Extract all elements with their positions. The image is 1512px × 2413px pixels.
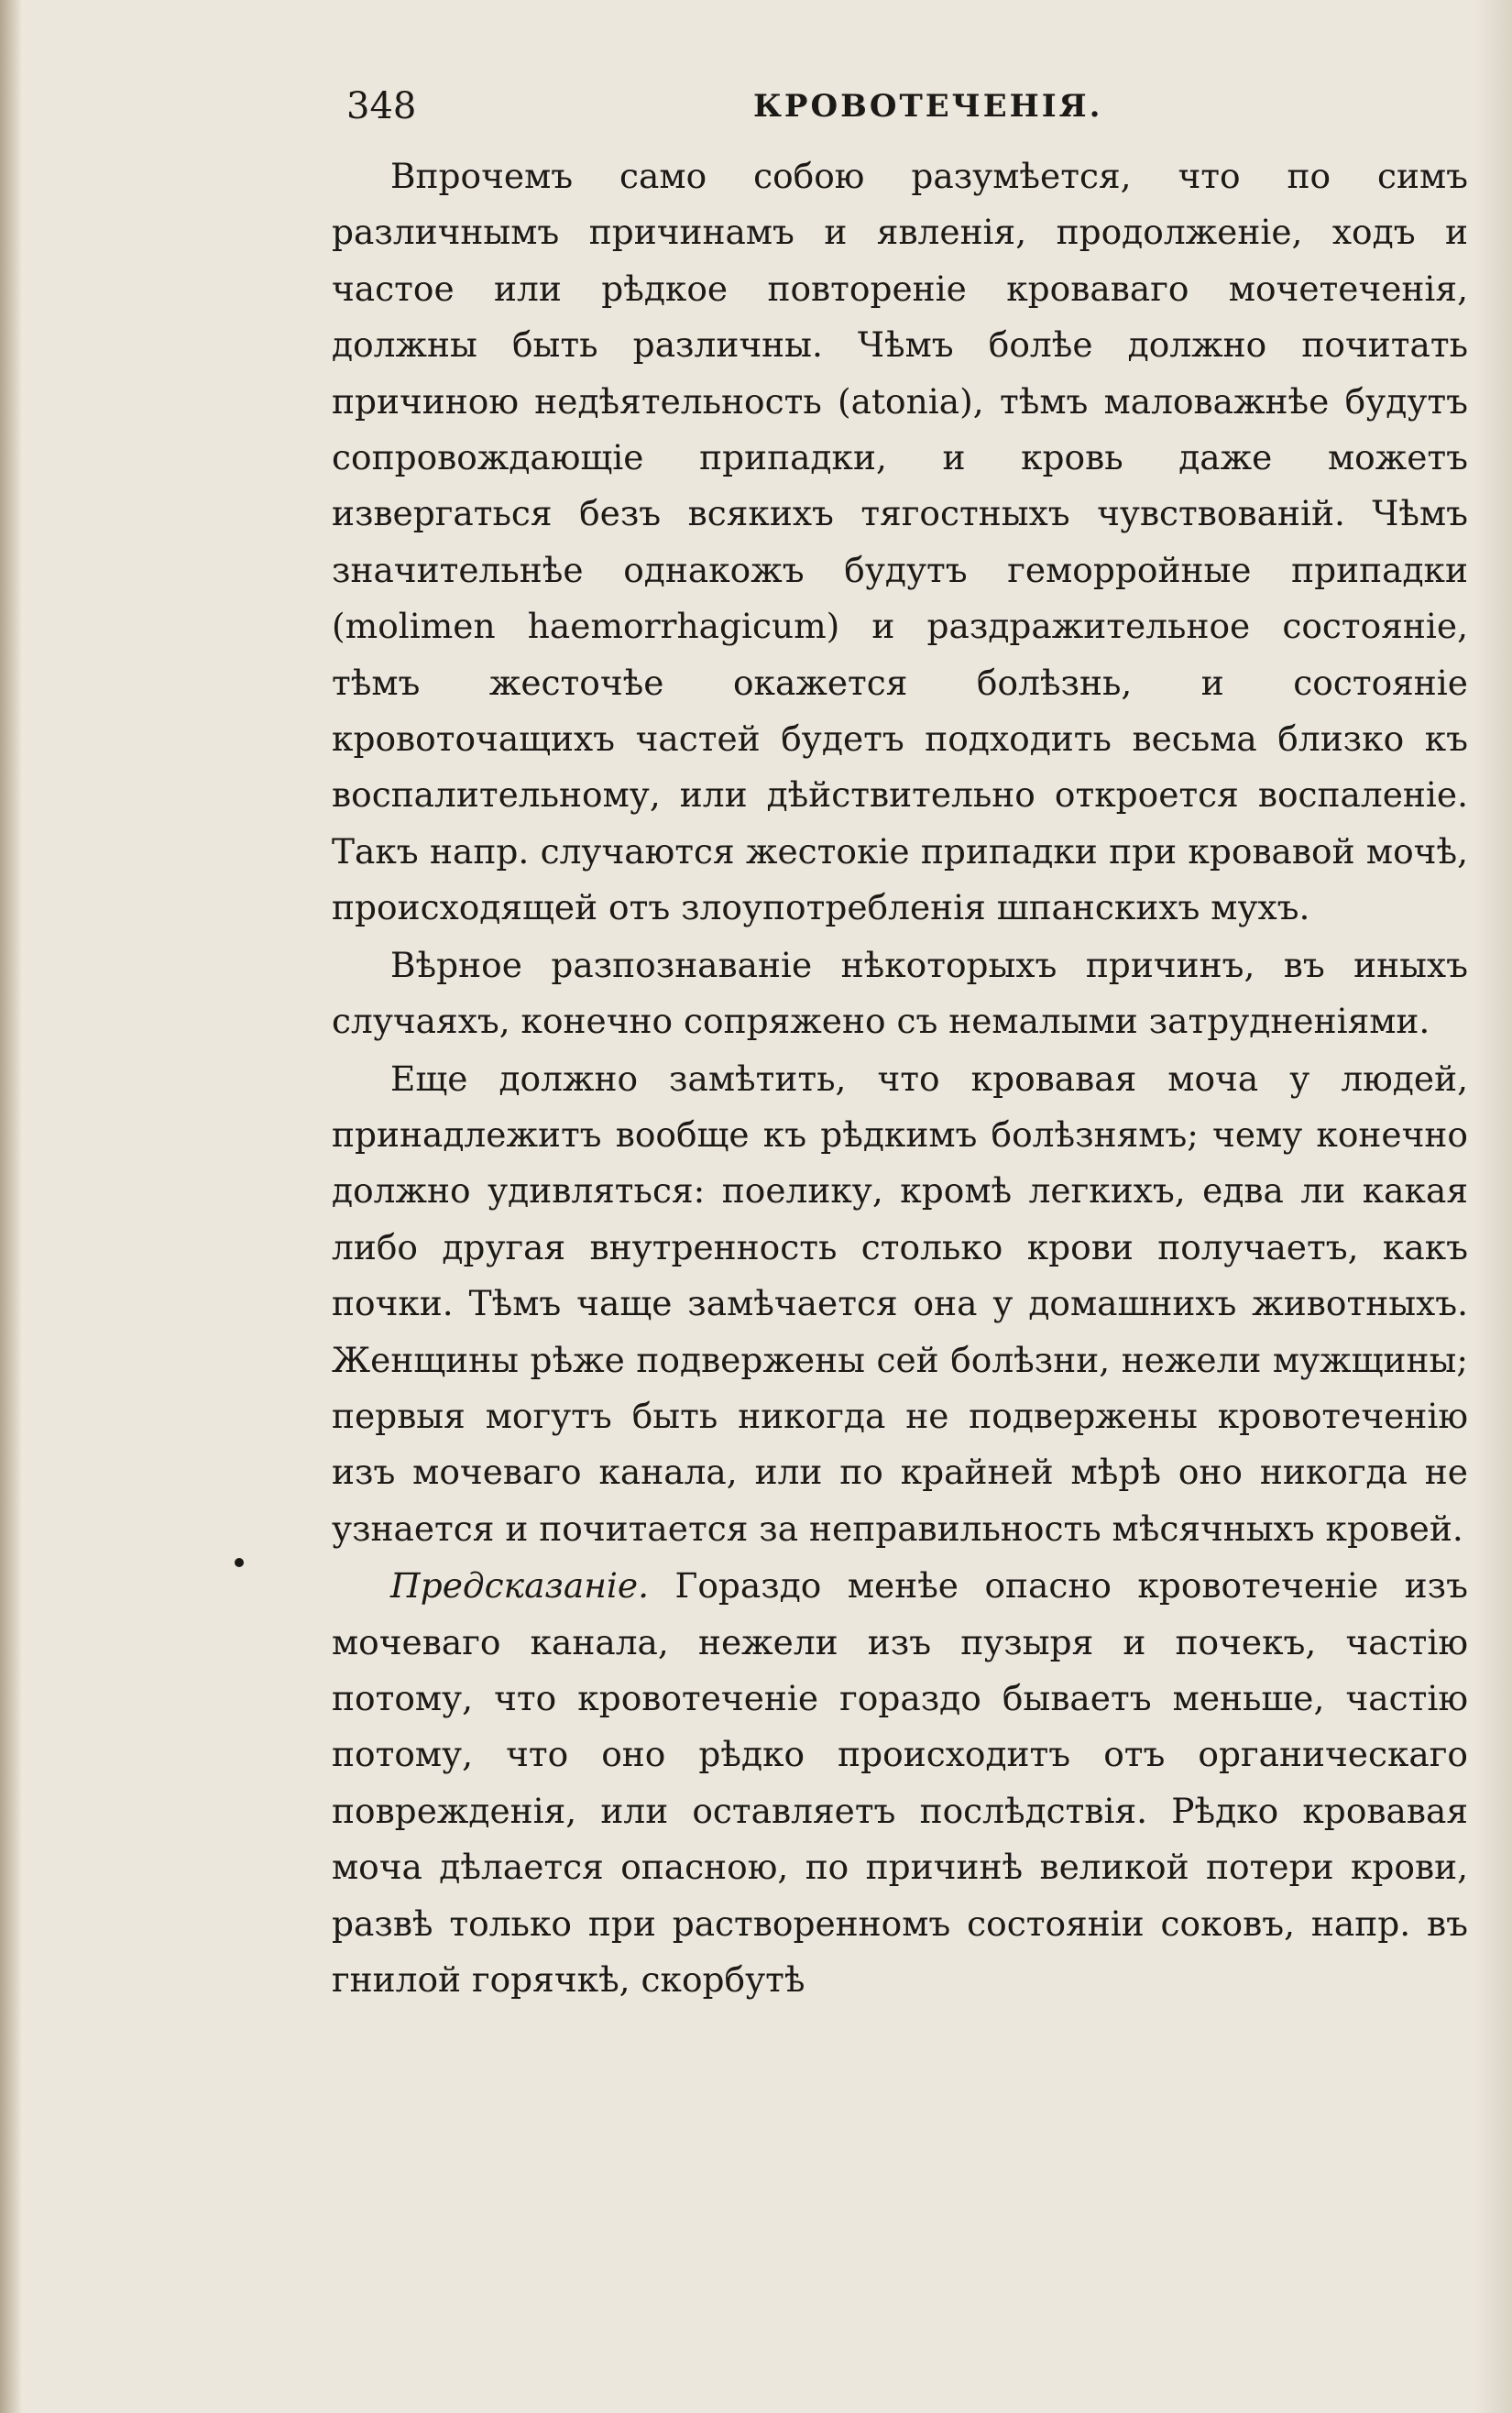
running-head	[332, 85, 1468, 127]
page-edge-shadow	[0, 0, 22, 2413]
paragraph-1	[332, 148, 1468, 937]
page-right-shade	[1475, 0, 1512, 2413]
page-number: 348	[346, 85, 417, 127]
paragraph-text: Впрочемъ само собою разумѣется, что по симъ различнымъ причинамъ и явленія, продолженіе, ходъ и частое или рѣдкое повтореніе кроваваго мочетеченія, должны быть различны. Чѣмъ болѣе должно почитать причиною недѣятельность (atonia), тѣмъ маловажнѣе будутъ сопровождающіе припадки, и кровь даже можетъ извергаться безъ всякихъ тягостныхъ чувствованій. Чѣмъ значительнѣе однакожъ будутъ геморройные припадки (molimen haemorrhagicum) и раздражительное состояніе, тѣмъ жесточѣе окажется болѣзнь, и состояніе кровоточащихъ частей будетъ подходить весьма близко къ воспалительному, или дѣйствительно откроется воспаленіе. Такъ напр. случаются жестокіе припадки при кровавой мочѣ, происходящей отъ злоупотребленія шпанскихъ мухъ.	[332, 156, 1468, 928]
paragraph-2	[332, 938, 1468, 1050]
paragraph-4	[332, 1558, 1468, 2008]
paragraph-lead-term: Предсказаніе.	[390, 1565, 650, 1607]
body-text	[332, 148, 1468, 2008]
book-page	[332, 85, 1468, 2324]
paragraph-text: Гораздо менѣе опасно кровотеченіе изъ мочеваго канала, нежели изъ пузыря и почекъ, частію потому, что кровотеченіе гораздо бываетъ меньше, частію потому, что оно рѣдко происходитъ отъ органическаго поврежденія, или оставляетъ послѣдствія. Рѣдко кровавая моча дѣлается опасною, по причинѣ великой потери крови, развѣ только при растворенномъ состояніи соковъ, напр. въ гнилой горячкѣ, скорбутѣ	[332, 1565, 1468, 2000]
paragraph-3	[332, 1051, 1468, 1558]
running-head-title: КРОВОТЕЧЕНІЯ.	[753, 88, 1103, 125]
ink-dot	[235, 1558, 244, 1567]
paragraph-text: Еще должно замѣтить, что кровавая моча у людей, принадлежитъ вообще къ рѣдкимъ болѣзнямъ; чему конечно должно удивляться: поелику, кромѣ легкихъ, едва ли какая либо другая внутренность столько крови получаетъ, какъ почки. Тѣмъ чаще замѣчается она у домашнихъ животныхъ. Женщины рѣже подвержены сей болѣзни, нежели мужщины; первыя могутъ быть никогда не подвержены кровотеченію изъ мочеваго канала, или по крайней мѣрѣ оно никогда не узнается и почитается за неправильность мѣсячныхъ кровей.	[332, 1058, 1468, 1549]
paragraph-text: Вѣрное разпознаваніе нѣкоторыхъ причинъ, въ иныхъ случаяхъ, конечно сопряжено съ немалыми затрудненіями.	[332, 944, 1468, 1042]
